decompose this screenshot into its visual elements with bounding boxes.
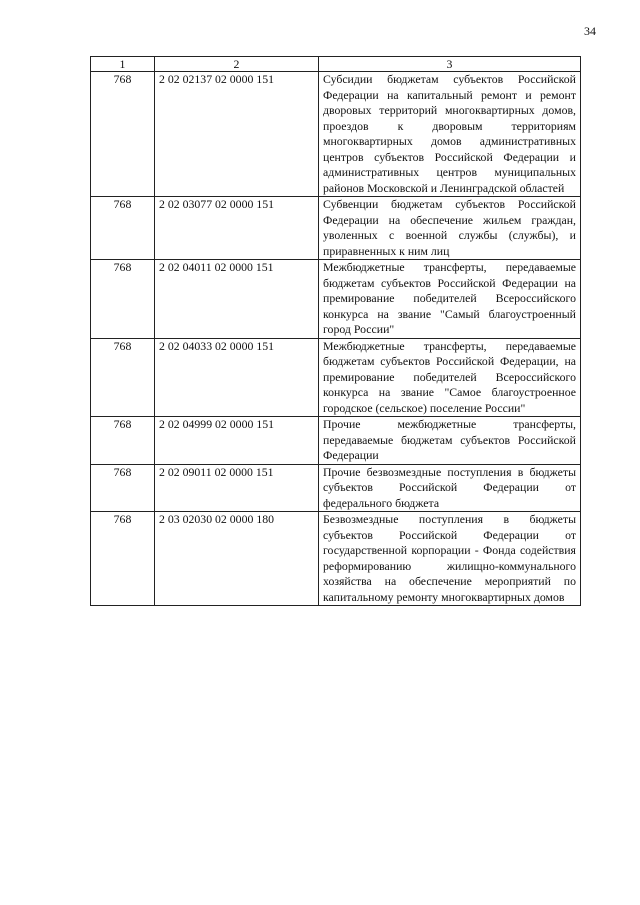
column-header-1: 1 [91,57,155,72]
table-row [91,512,581,606]
admin-code-cell: 768 [91,512,155,606]
admin-code-cell: 768 [91,72,155,197]
admin-code-cell: 768 [91,338,155,417]
description-cell: Межбюджетные трансферты, передаваемые бюджетам субъектов Российской Федерации на премирование победителей Всероссийского конкурса на звание "Самый благоустроенный город России" [319,260,581,339]
table-row [91,260,581,339]
description-cell: Межбюджетные трансферты, передаваемые бюджетам субъектов Российской Федерации, на премирование победителей Всероссийского конкурса на звание "Самое благоустроенное городское (сельское) поселение России" [319,338,581,417]
description-cell: Безвозмездные поступления в бюджеты субъектов Российской Федерации от государственной корпорации - Фонда содействия реформированию жилищно-коммунального хозяйства на обеспечение мероприятий по капитальному ремонту многоквартирных домов [319,512,581,606]
table-row [91,338,581,417]
admin-code-cell: 768 [91,197,155,260]
budget-code-cell: 2 02 03077 02 0000 151 [155,197,319,260]
description-cell: Прочие межбюджетные трансферты, передаваемые бюджетам субъектов Российской Федерации [319,417,581,465]
budget-code-cell: 2 02 04011 02 0000 151 [155,260,319,339]
budget-code-cell: 2 02 04033 02 0000 151 [155,338,319,417]
table-row [91,197,581,260]
page-number: 34 [584,24,596,38]
description-cell: Субвенции бюджетам субъектов Российской Федерации на обеспечение жильем граждан, уволенных с военной службы (службы), и приравненных к ним лиц [319,197,581,260]
budget-code-cell: 2 02 09011 02 0000 151 [155,464,319,512]
budget-code-cell: 2 02 04999 02 0000 151 [155,417,319,465]
table-header-row [91,57,581,72]
column-header-2: 2 [155,57,319,72]
description-cell: Субсидии бюджетам субъектов Российской Федерации на капитальный ремонт и ремонт дворовых территорий многоквартирных домов, проездов к дворовым территориям многоквартирных домов административных центров субъектов Российской Федерации и административных центров муниципальных районов Московской и Ленинградской областей [319,72,581,197]
admin-code-cell: 768 [91,417,155,465]
budget-code-cell: 2 02 02137 02 0000 151 [155,72,319,197]
column-header-3: 3 [319,57,581,72]
table-row [91,72,581,197]
budget-code-cell: 2 03 02030 02 0000 180 [155,512,319,606]
admin-code-cell: 768 [91,260,155,339]
table-row [91,464,581,512]
table-row [91,417,581,465]
budget-code-table [90,56,581,606]
description-cell: Прочие безвозмездные поступления в бюджеты субъектов Российской Федерации от федерального бюджета [319,464,581,512]
admin-code-cell: 768 [91,464,155,512]
